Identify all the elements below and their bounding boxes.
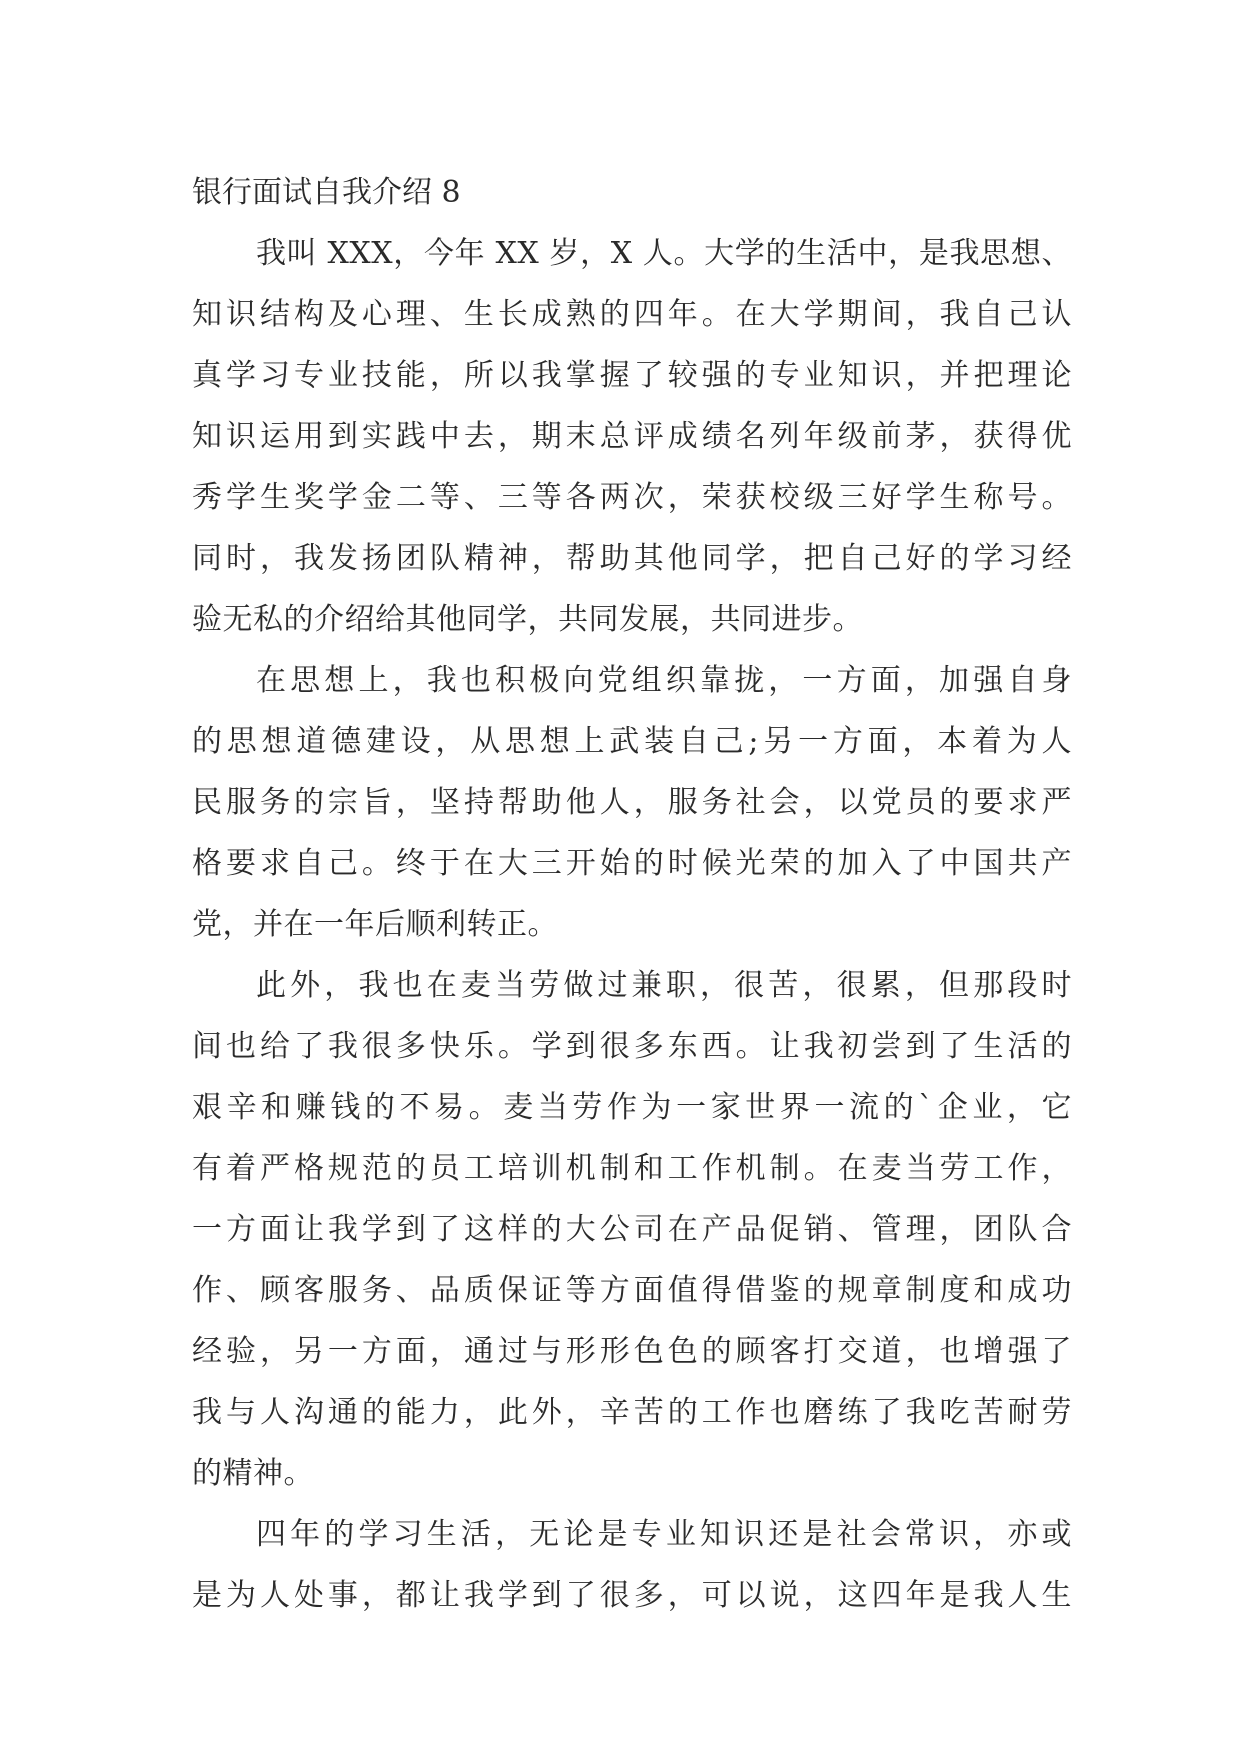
- paragraph-work-experience: [192, 955, 1072, 1504]
- paragraph-line: 四年的学习生活，无论是专业知识还是社会常识，亦或: [256, 1517, 1072, 1552]
- paragraph-line: 格要求自己。终于在大三开始的时候光荣的加入了中国共产: [192, 846, 1072, 881]
- paragraph-line: 间也给了我很多快乐。学到很多东西。让我初尝到了生活的: [192, 1029, 1072, 1064]
- paragraph-ideology: [192, 650, 1072, 955]
- paragraph-line: 秀学生奖学金二等、三等各两次，荣获校级三好学生称号。: [192, 480, 1072, 515]
- paragraph-line: 验无私的介绍给其他同学，共同发展，共同进步。: [192, 602, 863, 637]
- paragraph-line: 民服务的宗旨，坚持帮助他人，服务社会，以党员的要求严: [192, 785, 1072, 820]
- document-title: 银行面试自我介绍 8: [192, 175, 461, 210]
- paragraph-summary: [192, 1504, 1072, 1626]
- paragraph-line: 经验，另一方面，通过与形形色色的顾客打交道，也增强了: [192, 1334, 1072, 1369]
- paragraph-line: 此外，我也在麦当劳做过兼职，很苦，很累，但那段时: [256, 968, 1072, 1003]
- paragraph-line: 的思想道德建设，从思想上武装自己;另一方面，本着为人: [192, 724, 1072, 759]
- paragraph-line: 我叫 XXX，今年 XX 岁，X 人。大学的生活中，是我思想、: [256, 236, 1072, 271]
- paragraph-line: 艰辛和赚钱的不易。麦当劳作为一家世界一流的`企业，它: [192, 1090, 1072, 1125]
- paragraph-line: 党，并在一年后顺利转正。: [192, 907, 558, 942]
- paragraph-line: 知识结构及心理、生长成熟的四年。在大学期间，我自己认: [192, 297, 1072, 332]
- paragraph-line: 同时，我发扬团队精神，帮助其他同学，把自己好的学习经: [192, 541, 1072, 576]
- paragraph-line: 的精神。: [192, 1456, 314, 1491]
- paragraph-line: 真学习专业技能，所以我掌握了较强的专业知识，并把理论: [192, 358, 1072, 393]
- paragraph-intro: [192, 223, 1072, 650]
- document-body: [192, 162, 1072, 1626]
- paragraph-line: 知识运用到实践中去，期末总评成绩名列年级前茅，获得优: [192, 419, 1072, 454]
- paragraph-line: 一方面让我学到了这样的大公司在产品促销、管理，团队合: [192, 1212, 1072, 1247]
- paragraph-line: 有着严格规范的员工培训机制和工作机制。在麦当劳工作，: [192, 1151, 1072, 1186]
- paragraph-line: 是为人处事，都让我学到了很多，可以说，这四年是我人生: [192, 1578, 1072, 1613]
- paragraph-line: 我与人沟通的能力，此外，辛苦的工作也磨练了我吃苦耐劳: [192, 1395, 1072, 1430]
- paragraph-line: 在思想上，我也积极向党组织靠拢，一方面，加强自身: [256, 663, 1072, 698]
- paragraph-line: 作、顾客服务、品质保证等方面值得借鉴的规章制度和成功: [192, 1273, 1072, 1308]
